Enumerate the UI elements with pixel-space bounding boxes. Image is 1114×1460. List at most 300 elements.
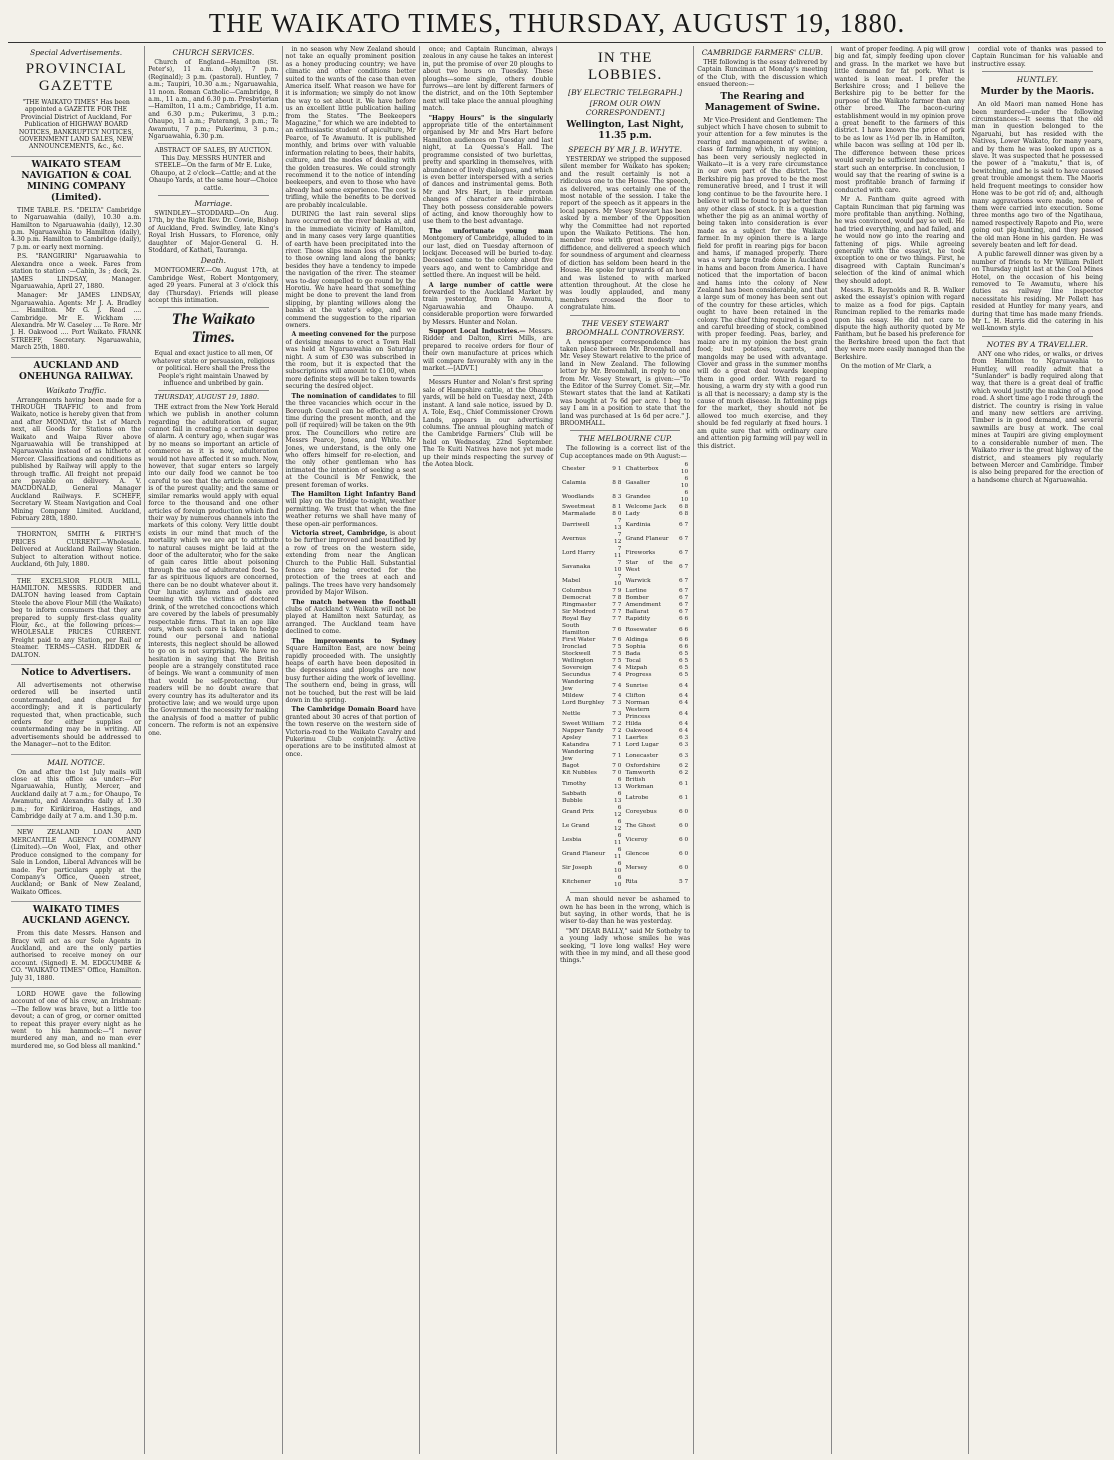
- horse-weight: 6 0: [679, 808, 689, 815]
- town-hall-body: purpose of devising means to erect a Town Hall was held at Ngaruawahia on Saturday night. A sum of £30 was subscribed in the room, but it is expected that the subscriptions will amount to £100, when more definite steps will be taken towards securing the desired object.: [285, 331, 416, 391]
- horse-name: Apsley: [562, 735, 582, 742]
- cup-row: [560, 511, 690, 518]
- horse-name: Savanaka: [562, 563, 591, 570]
- horse-weight: 7 8: [612, 595, 622, 602]
- horse-name: Sir Modred: [562, 609, 596, 616]
- cup-row: [560, 462, 690, 476]
- notice-heading: Notice to Advertisers.: [21, 667, 131, 678]
- horse-weight: 7 2: [612, 728, 622, 735]
- gazette-body: "THE WAIKATO TIMES" Has been appointed a GAZETTE FOR THE Provincial District of Auckland, For Publication of HIGHWAY BOARD NOTICES, BANKRUPTCY NOTICES, GOVERNMENT LAND SALES, NEW ANNOUNCEMENTS, &c., &c.: [18, 99, 134, 151]
- horse-weight: 6 1: [679, 794, 689, 801]
- domain-body: have granted about 30 acres of that portion of the town reserve on the western side of Victoria-road to the Waikato Cavalry and Pukerimu Club conjointly. Active operations are to be instituted almost at once.: [285, 706, 416, 758]
- horse-weight: 7 0: [612, 770, 622, 777]
- cup-row: [560, 588, 690, 595]
- horse-name: Ironclad: [562, 644, 587, 651]
- horse-weight: 6 6: [679, 626, 689, 633]
- horse-weight: 8 0: [612, 511, 622, 518]
- horse-name: Warwick: [625, 577, 651, 584]
- thornton-ad: [11, 531, 141, 574]
- support-body: Messrs. Ridder and Dalton, Kirri Mills, are prepared to receive orders for flour of their own manufacture at prices which will compare favourably with any in the market.—[ADVT.]: [422, 328, 554, 373]
- horse-name: Mildew: [562, 693, 584, 700]
- horse-weight: 6 11: [614, 833, 622, 847]
- horse-name: Woodlands: [562, 493, 594, 500]
- horse-weight: 7 7: [612, 616, 622, 623]
- horse-weight: 7 5: [612, 644, 622, 651]
- horse-name: Sweet William: [562, 721, 605, 728]
- vesey-heading: THE VESEY STEWART BROOMHALL CONTROVERSY.: [565, 318, 685, 337]
- cup-row: [560, 770, 690, 777]
- horse-weight: 6 7: [679, 609, 689, 616]
- horse-weight: 6 8: [679, 504, 689, 511]
- farewell-dinner: A public farewell dinner was given by a number of friends to Mr William Pollett on Thursday night last at the Coal Mines Hotel, on the occasion of his being removed to Te Awamutu, where his duties as railway line inspector necessitate his residing. Mr Pollett has resided at Huntley for many years, and during that time has made many friends. Mr L. H. Harris did the catering in his well-known style.: [971, 251, 1103, 333]
- horse-name: Laertes: [625, 735, 648, 742]
- horse-name: Darriwell: [562, 521, 590, 528]
- domain-paragraph: [286, 706, 416, 758]
- horse-name: Amendment: [625, 602, 661, 609]
- happy-hours-body: appropriate title of the entertainment organised by Mr and Mrs Hart before Hamilton audiences on Tuesday and last night, at La Quessa's Hall. The programme consisted of two burlettas, pretty and sparkling in themselves, with abundance of lively dialogues, and which is even better interspersed with a series of dances and instrumental gems. Both Mr and Mrs Hart, in their protean changes of character are admirable. They both possess considerable powers of acting, and know thoroughly how to use them to the best advantage.: [422, 122, 553, 226]
- column-1: [8, 46, 145, 1454]
- horse-name: Bada: [625, 651, 641, 658]
- horse-weight: 6 13: [614, 791, 622, 805]
- column-7: [832, 46, 969, 1454]
- cup-row: [560, 791, 690, 805]
- horse-name: Stockwell: [562, 651, 591, 658]
- horse-weight: 6 11: [614, 847, 622, 861]
- horse-name: Sunrise: [625, 682, 648, 689]
- horse-weight: 6 0: [679, 836, 689, 843]
- lobbies-heading: IN THE LOBBIES.: [587, 50, 663, 83]
- horse-weight: 7 4: [612, 672, 622, 679]
- horse-name: Coreyebus: [625, 808, 657, 815]
- cup-row: [560, 560, 690, 574]
- horse-weight: 6 4: [679, 728, 689, 735]
- victoria-street-paragraph: [286, 530, 416, 597]
- masthead-title: THE WAIKATO TIMES, THURSDAY, AUGUST 19, 1880.: [208, 8, 906, 38]
- marriage-heading: Marriage.: [194, 198, 233, 208]
- time-table: TIME TABLE. P.S. "DELTA" Cambridge to Ngaruawahia (daily), 10.30 a.m. Hamilton to Ngaruawahia (daily), 12.30 p.m. Ngaruawahia to Hamilton (daily), 4.30 p.m. Hamilton to Cambridge (daily), 7 p.m. or early next morning.: [11, 206, 142, 251]
- cup-row: [560, 637, 690, 644]
- horse-weight: 6 6: [679, 644, 689, 651]
- horse-name: Columbus: [562, 588, 592, 595]
- horse-name: Wellington: [562, 658, 594, 665]
- horse-weight: 7 1: [612, 742, 622, 749]
- closing-line: On the motion of Mr Clark, a: [840, 363, 932, 371]
- horse-name: Democrat: [562, 595, 591, 602]
- horse-weight: 7 1: [612, 752, 622, 759]
- horse-weight: 6 2: [679, 770, 689, 777]
- abstract-of-sales: ABSTRACT OF SALES, BY AUCTION. This Day. MESSRS HUNTER and STEELE—On the farm of Mr E. Luke, Ohaupo, at 2 o'clock—Cattle; and at the Ohaupo Yards, at the same hour—Choice cattle.: [149, 147, 278, 192]
- cup-row: [560, 847, 690, 861]
- separator: [570, 892, 680, 893]
- agency-heading: WAIKATO TIMES AUCKLAND AGENCY.: [22, 905, 130, 927]
- cup-row: [560, 532, 690, 546]
- horse-name: Tamworth: [625, 770, 656, 777]
- separator: [982, 71, 1093, 72]
- mail-body: On and after the 1st July mails will close at this office as under:—For Ngaruawahia, Huntly, Mercer, and Auckland daily at 7 a.m.; for Ohaupo, Te Awamutu, and Alexandra daily at 1.30 p.m.; for Kirikiriroa, Hastings, and Cambridge daily at 7 a.m. and 1.30 p.m.: [11, 768, 142, 821]
- horse-name: Viceroy: [625, 836, 648, 843]
- cup-row: [560, 721, 690, 728]
- lobbies-dateline: Wellington, Last Night, 11.35 p.m.: [566, 120, 684, 141]
- horse-name: Avernus: [562, 535, 586, 542]
- death-heading: Death.: [200, 256, 226, 266]
- cup-row: [560, 833, 690, 847]
- horse-weight: 6 0: [679, 850, 689, 857]
- horse-name: Calamia: [562, 479, 587, 486]
- band-body: will play on the Bridge to-night, weather permitting. We trust that when the fine weather returns we shall have many of these open-air performances.: [285, 498, 416, 528]
- horse-name: Grandee: [625, 493, 651, 500]
- horse-weight: 6 10: [680, 462, 689, 476]
- horse-name: Sweetmeat: [562, 504, 595, 511]
- horse-weight: 6 3: [679, 752, 689, 759]
- horse-name: Wandering Jew: [562, 749, 594, 763]
- cup-row: [560, 819, 690, 833]
- horse-name: Timothy: [562, 780, 587, 787]
- cup-row: [560, 777, 690, 791]
- horse-weight: 6 0: [679, 864, 689, 871]
- horse-name: Fireworks: [625, 549, 656, 556]
- improvements-heading: The improvements to Sydney: [291, 637, 416, 645]
- horse-name: Glencoe: [625, 850, 650, 857]
- separator: [570, 315, 680, 316]
- horse-weight: 7 3: [612, 700, 622, 707]
- horse-weight: 6 2: [679, 763, 689, 770]
- footer-note-2: "MY DEAR BALLY," said Mr Sotheby to a young lady whose smiles he was seeking, "I love long walks! Hey were with thee in my mind, and all these good things.": [560, 927, 691, 965]
- horse-weight: 6 13: [614, 777, 622, 791]
- horse-weight: 7 4: [612, 693, 622, 700]
- horse-name: Sabbath Bubble: [562, 791, 587, 805]
- horse-weight: 6 8: [679, 511, 689, 518]
- town-hall-heading: A meeting convened for the: [291, 331, 389, 339]
- correspondent-subheading: [FROM OUR OWN CORRESPONDENT.]: [585, 99, 665, 117]
- paper-title: The Waikato Times.: [171, 311, 256, 347]
- horse-weight: 7 4: [612, 665, 622, 672]
- horse-weight: 8 1: [612, 504, 622, 511]
- special-ads-heading: Special Advertisements.: [30, 48, 123, 57]
- separator: [158, 143, 268, 144]
- horse-weight: 5 7: [679, 878, 689, 885]
- horse-weight: 6 4: [679, 700, 689, 707]
- railway-subheading: Waikato Traffic.: [46, 385, 107, 395]
- unfortunate-heading: The unfortunate young man: [428, 227, 553, 235]
- horse-name: Norman: [625, 700, 650, 707]
- horse-weight: 7 6: [612, 637, 622, 644]
- separator: [158, 195, 268, 196]
- horse-name: Hilda: [625, 721, 642, 728]
- horse-name: Chatterbox: [625, 465, 659, 472]
- horse-name: British Workman: [625, 777, 654, 791]
- horse-weight: 7 2: [612, 721, 622, 728]
- horse-weight: 6 10: [614, 861, 622, 875]
- horse-name: Rapidity: [625, 616, 651, 623]
- horse-name: Oakwood: [625, 728, 653, 735]
- cup-row: [560, 861, 690, 875]
- horse-name: South Hamilton: [562, 623, 590, 637]
- agency-ad: [11, 905, 141, 988]
- cup-row: [560, 707, 690, 721]
- agency-body: From this date Messrs. Hanson and Bracy will act as our Sole Agents in Auckland, and are the only parties authorised to receive money on our account. (Signed) E. M. EDGCUMBE & CO. "WAIKATO TIMES" Office, Hamilton. July 31, 1880.: [11, 930, 142, 982]
- horse-name: Lord Burghley: [562, 700, 605, 707]
- notice-ad: [11, 668, 141, 755]
- horse-weight: 8 8: [612, 479, 622, 486]
- horse-weight: 6 3: [679, 735, 689, 742]
- lord-howe-anecdote: LORD HOWE gave the following account of one of his crew, an Irishman:—The fellow was brave, but a little too devout; a can of grog, or corner omitted to repeat this prayer every night as he went to his hammock:—"I never murdered any man, and no man ever murdered me, so God bless all mankind.": [11, 990, 142, 1050]
- marriage-body: SWINDLEY—STODDARD—On Aug. 17th, by the Right Rev. Dr. Cowie, Bishop of Auckland, Fred. Swindley, late King's Royal Irish Hussars, to Florence, only daughter of Major-General G. H. Stoddard, of Kathati, Tauranga.: [148, 209, 279, 254]
- football-heading: The match between the football: [291, 598, 416, 606]
- horse-weight: 7 7: [612, 602, 622, 609]
- horse-weight: 6 0: [679, 822, 689, 829]
- editorial-continued: in no season why New Zealand should not take an equally prominent position as a honey producing country; we have climatic and other conditions better suited to the wants of the case than even America itself. What reason we have for it is information; we simply do not know the way to set about it. We have before us an excellent little publication hailing from the States. "The Beekeepers Magazine," for which we are indebted to an enthusiastic student of apiculture, Mr Pearce, of Te Awamutu. It is published monthly, and brims over with valuable information relating to bees, their habits, culture, and the modes of dealing with the golden treasures. We could strongly recommend it to the notice of intending beekeepers, and even to those who have already had some experience. The cost is trifling, while the benefits to be derived are probably incalculable.: [285, 46, 416, 209]
- horse-name: Ballarat: [625, 609, 649, 616]
- horse-weight: 6 4: [679, 693, 689, 700]
- horse-name: Rita: [625, 878, 638, 885]
- horse-name: Royal Bay: [562, 616, 592, 623]
- railway-heading: AUCKLAND AND ONEHUNGA RAILWAY.: [19, 360, 134, 382]
- horse-name: Chester: [562, 465, 586, 472]
- lobbies-body: YESTERDAY we stripped the supposed silent member for Waikato has spoken; and the result certainly is not a ridiculous one to the House. The speech, as delivered, was certainly one of the most notable of the session. I take the report of the speech as it appears in the local papers. Mr Vesey Stewart has been asked by a member of the Opposition why the Committee had not reported upon the Waikato Petitions. The hon. member rose with great modesty and diffidence, and delivered a speech which for soundness of argument and clearness of diction has seldom been heard in the House. He spoke for upwards of an hour and was listened to with marked attention throughout. At the close he was loudly applauded, and many members crossed the floor to congratulate him.: [560, 156, 691, 312]
- horse-name: Oxfordshire: [625, 763, 661, 770]
- horse-name: The Ghost: [625, 822, 656, 829]
- horse-weight: 6 10: [680, 490, 689, 504]
- horse-name: Rosewater: [625, 626, 657, 633]
- masthead: [0, 0, 1114, 44]
- horse-weight: 6 10: [614, 875, 622, 889]
- horse-name: Lurline: [625, 588, 647, 595]
- cup-row: [560, 749, 690, 763]
- horse-weight: 6 5: [679, 665, 689, 672]
- horse-weight: 7 7: [612, 609, 622, 616]
- horse-name: Star of the West: [625, 560, 673, 574]
- horse-name: Latrobe: [625, 794, 649, 801]
- traveller-body: ANY one who rides, or walks, or drives from Hamilton to Ngaruawahia to Huntley, will readily admit that a "Sunlander" is badly required along that way, that there is a great deal of traffic which would justify the making of a good road. A short time ago I rode through the district. The country is rising in value and many new settlers are arriving. Timber is in good demand, and several sawmills are busy at work. The coal mines at Taupiri are giving employment to a considerable number of men. The Waikato river is the great highway of the district, and steamers ply regularly between Mercer and Cambridge. Timber is also being prepared for the erection of a handsome church at Ngaruawahia.: [971, 350, 1103, 484]
- cup-row: [560, 763, 690, 770]
- cup-row: [560, 728, 690, 735]
- cup-row: [560, 875, 690, 889]
- agents-list: Manager: Mr JAMES LINDSAY, Ngaruawahia. Agents: Mr J. A. Bradley .... Hamilton. Mr G. J. Read .... Cambridge. Mr E. Wickham .... Alexandra. Mr W. Caseley .... Te Rore. Mr J. H. Oakwood .... Port Waikato. FRANK STREEFF, Secretary. Ngaruawahia, March 25th, 1880.: [11, 292, 142, 352]
- horse-name: Lord Lugar: [625, 742, 659, 749]
- horse-weight: 6 7: [679, 563, 689, 570]
- horse-weight: 7 6: [612, 626, 622, 633]
- horse-weight: 6 6: [679, 616, 689, 623]
- excelsior-ad: [11, 578, 141, 665]
- essay-continued: want of proper feeding. A pig will grow big and fat, simply feeding upon clover and grass. In the market we have but little demand for fat pork. What is wanted is lean meat. I prefer the Berkshire cross; and I believe the Berkshire pig to be better for the purpose of the Waikato farmer than any other breed. The bacon-curing establishment would in my opinion prove a great benefit to the farmers of this district. I have known the price of pork to be as low as 1½d per lb. in Hamilton, while bacon was selling at 10d per lb. The difference between these prices would surely be sufficient inducement to start such an enterprise. In conclusion, I would say that the rearing of swine is a most profitable branch of farming if conducted with care.: [834, 46, 965, 194]
- horse-name: Mabel: [562, 577, 581, 584]
- cup-row: [560, 644, 690, 651]
- column-6: [694, 46, 831, 1454]
- horse-name: Grand Flaneur: [562, 850, 606, 857]
- horse-weight: 6 4: [679, 710, 689, 717]
- horse-name: Sovereign: [562, 665, 592, 672]
- telegraph-subheading: [BY ELECTRIC TELEGRAPH.]: [568, 88, 683, 97]
- column-5: [557, 46, 694, 1454]
- horse-name: Bagot: [562, 763, 580, 770]
- column-8: [969, 46, 1106, 1454]
- issue-date: THURSDAY, AUGUST 19, 1880.: [154, 393, 260, 402]
- essay-body: Mr Vice-President and Gentlemen: The subject which I have chosen to submit to your attention for a few minutes is the rearing and management of swine; a class of farming which, in my opinion, has been very seriously neglected in Waikato—it is a very rare circumstance in our own part of the district. The Berkshire pig has proved to be the most remunerative breed, and I trust it will long continue to be the favourite here. I believe it will be found to pay better than any other class of stock. It is a question whether the pig as an animal worthy of being taken into consideration is ever made as a subject for the Waikato farmer. In my opinion there is a large field for profit in rearing pigs for bacon and hams, if managed properly. There was a very large trade done in Auckland in hams and bacon from America. I have noticed that the importation of bacon and hams into the colony of New Zealand has been considerable, and that a large sum of money has been sent out of the country for these articles, which ought to have been retained in the colony. The chief thing required is a good and careful breeding of stock, combined with proper feeding. Peas, barley, and maize are in my opinion the best grain food; but potatoes, carrots, and mangolds may be used with advantage. Clover and grass in the summer months will do a great deal towards keeping them in good order. With regard to housing, a warm dry sty with a good run is all that is necessary; a damp sty is the cause of much disease. In fattening pigs for the market, they should not be allowed too much exercise, and they should be fed regularly at fixed hours. I am quite sure that with ordinary care and attention pig farming will pay well in this district.: [697, 116, 828, 450]
- separator: [158, 307, 268, 308]
- unfortunate-body: Montgomery of Cambridge, alluded to in our last, died on Tuesday afternoon of lockjaw. Deceased will be buried to-day. Deceased came to the colony about five years ago, and went to Cambridge and settled there. An inquest will be held.: [422, 235, 553, 280]
- horse-weight: 6 7: [679, 602, 689, 609]
- cup-row: [560, 651, 690, 658]
- horse-weight: 6 5: [679, 651, 689, 658]
- improvements-paragraph: [286, 638, 416, 705]
- nomination-heading: The nomination of candidates: [291, 392, 397, 400]
- horse-name: First Water: [562, 637, 596, 644]
- horse-weight: 6 4: [679, 721, 689, 728]
- ploughing-paragraph: once; and Captain Runciman, always zealous in any cause he takes an interest in, put the promise of over 20 ploughs to about two hours on Tuesday. These ploughs—some single, others double furrows—are lent by different farmers of the district, and on the 10th September next will take place the annual ploughing match.: [422, 46, 553, 113]
- horse-name: Clifton: [625, 693, 646, 700]
- football-body: clubs of Auckland v. Waikato will not be played at Hamilton next Saturday, as arranged. The Auckland team have declined to come.: [285, 606, 416, 636]
- unfortunate-paragraph: [423, 228, 553, 280]
- horse-name: Sophia: [625, 644, 646, 651]
- horse-weight: 7 0: [612, 763, 622, 770]
- horse-name: Mizpah: [625, 665, 648, 672]
- horse-weight: 6 10: [680, 476, 689, 490]
- horse-weight: 6 5: [679, 672, 689, 679]
- death-body: MONTGOMERY.—On August 17th, at Cambridge West, Robert Montgomery, aged 29 years. Funeral at 3 o'clock this day (Thursday). Friends will please accept this intimation.: [148, 267, 279, 304]
- cup-row: [560, 679, 690, 693]
- cattle-body: forwarded to the Auckland Market by train yesterday, from Te Awamutu, Ngaruawahia and Ohaupo. A considerable proportion were forwarded by Messrs. Hunter and Nolan.: [422, 289, 553, 326]
- steam-heading: WAIKATO STEAM NAVIGATION & COAL MINING COMPANY (Limited).: [21, 159, 131, 203]
- masthead-rule: [8, 42, 1106, 43]
- excelsior-body: THE EXCELSIOR FLOUR MILL, HAMILTON. MESSRS. RIDDER and DALTON having leased from Captain Steele the above Flour Mill (the Waikato) beg to inform consumers that they are prepared to supply first-class quality Flour, &c., at the following prices:— WHOLESALE PRICES CURRENT. Freight paid to any Station, per Rail or Steamer. TERMS—CASH. RIDDER & DALTON.: [11, 577, 142, 659]
- cup-row: [560, 609, 690, 616]
- horse-name: Bomber: [625, 595, 649, 602]
- cup-row: [560, 665, 690, 672]
- horse-name: Secundus: [562, 672, 591, 679]
- column-3: [283, 46, 420, 1454]
- murder-heading: Murder by the Maoris.: [980, 87, 1095, 98]
- nomination-paragraph: [286, 393, 416, 489]
- horse-weight: 6 1: [679, 780, 689, 787]
- horse-name: Lady: [625, 511, 640, 518]
- editorial-body: THE extract from the New York Herald which we publish in another column regarding the adulteration of sugar, cannot fail in creating a certain degree of alarm. A century ago, when sugar was by no means so important an article of commerce as it is now, adulteration would not have affected it so much. Now, however, that sugar enters so largely into our daily food we cannot be too careful to see that the article consumed is of the purest quality; and the same or similar remarks would apply with equal force to the thousand and one other articles of foreign production which find their way by numerous channels into the markets of this colony. Very little doubt exists in our mind that much of the mortality which we are apt to attribute to natural causes might be laid at the door of the adulterator, who for the sake of gain cares little about poisoning through the use of adulterated food. So far as spirituous liquors are concerned, there can be no doubt whatever about it. Our lunatic asylums and gaols are teeming with the victims of doctored drink, of the wretched concoctions which are covered by the labels of presumably respectable firms. That in an age like ours, when such care is taken to hedge round our personal and national interests, this neglect should be allowed to go on is not surprising. We have no hesitation in saying that the British people are a strangely constituted race of beings. We want a community of men that would be self-protecting. Our readers will be no doubt aware that every country has its adulterator and its protective law; and we would urge upon the Government the necessity for making the analysis of food a matter of public concern. The reform is not an expensive one.: [148, 403, 279, 737]
- church-services-heading: CHURCH SERVICES.: [172, 48, 255, 57]
- horse-weight: 6 7: [679, 577, 689, 584]
- fantham-reply: Mr A. Fantham quite agreed with Captain Runciman that pig farming was more profitable than anything. Nothing, he was convinced, would pay so well. He had tried everything, and had failed, and he would now go into the rearing and fattening of pigs. While agreeing generally with the essayist, he took exception to one or two things. First, he disagreed with Captain Runciman's selection of the kind of animal which they should adopt.: [834, 196, 965, 285]
- church-services-body: Church of England—Hamilton (St. Peter's), 11 a.m. (holy), 7 p.m. (Reginald); 3 p.m. (pastoral). Huntley, 7 a.m.; Taupiri, 10.30 a.m.; Ngaruawahia, 11 noon. Roman Catholic—Cambridge, 8 a.m., 11 a.m., and 6.30 p.m. Presbyterian—Hamilton, 11 a.m.; Cambridge, 11 a.m. and 6.30 p.m.; Pukerimu, 3 p.m.; Ohaupo, 11 a.m.; Paterangi, 3 p.m.; Te Awamutu, 7 p.m.; Pukerimu, 3 p.m.; Ngaruawahia, 6.30 p.m.: [148, 59, 279, 141]
- cup-row: [560, 805, 690, 819]
- cup-row: [560, 546, 690, 560]
- band-paragraph: [286, 491, 416, 528]
- steam-ad: [11, 160, 141, 358]
- traveller-heading: NOTES BY A TRAVELLER.: [986, 339, 1089, 349]
- horse-name: Aldinga: [625, 637, 648, 644]
- cup-row: [560, 504, 690, 511]
- newspaper-columns: [8, 46, 1106, 1454]
- nz-loan-body: NEW ZEALAND LOAN AND MERCANTILE AGENCY COMPANY (Limited).—On Wool, Flax, and other Produce consigned to the company for Sale in London, Liberal Advances will be made. For particulars apply at the Company's Office, Queen street, Auckland; or Bank of New Zealand, Waikato Offices.: [11, 829, 142, 896]
- gazette-ad: [11, 61, 141, 157]
- horse-weight: 6 4: [679, 682, 689, 689]
- small-notes: Messrs Hunter and Nolan's first spring sale of Hampshire cattle, at the Ohaupo yards, will be held on Tuesday next, 24th instant. A land sale notice, issued by D. A. Tole, Esq., Chief Commissioner Crown Lands, appears in our advertising columns. The annual ploughing match of the Cambridge Farmers' Club will be held on Wednesday, 22nd September. The Te Kuiti Natives have not yet made up their minds respecting the survey of the Aotea block.: [422, 379, 553, 468]
- gazette-title: PROVINCIAL GAZETTE: [25, 61, 127, 94]
- horse-weight: 7 13: [614, 518, 622, 532]
- horse-weight: 7 5: [612, 651, 622, 658]
- horse-weight: 7 11: [614, 546, 622, 560]
- huntly-heading: HUNTLEY.: [1016, 75, 1058, 85]
- footer-note: A man should never be ashamed to own he has been in the wrong, which is but saying, in other words, that he is wiser to-day than he was yesterday.: [560, 896, 691, 926]
- murder-body: An old Maori man named Hone has been murdered—under the following circumstances:—It seems that the old man in question belonged to the Ngaruahi, but has resided with the Natives, Lower Waikato, for many years, and by them he was looked upon as a slave. It was suspected that he possessed the power of a "makutu," that is, of bewitching, and he is said to have caused great trouble amongst them. The Maoris held frequent meetings to consider how Hone was to be got rid of; and, although many aggravations were made, none of them were carried into execution. Some three months ago two of the Ngatihaua, named respectively Rapoto and Pio, were going out pig-hunting, and they passed the old man Hone in his garden. He was severely beaten and left for dead.: [971, 101, 1103, 249]
- horse-name: Marmalade: [562, 511, 596, 518]
- horse-name: Lord Harry: [562, 549, 595, 556]
- cattle-heading: A large number of cattle were: [428, 281, 553, 289]
- cup-row: [560, 658, 690, 665]
- horse-name: Gasalier: [625, 479, 650, 486]
- cup-row: [560, 735, 690, 742]
- horse-name: Napper Tandy: [562, 728, 604, 735]
- farmers-club-intro: THE following is the essay delivered by Captain Runciman at Monday's meeting of the Club, with the discussion which ensued thereon:—: [697, 59, 828, 89]
- horse-name: Grand Prix: [562, 808, 594, 815]
- horse-weight: 7 4: [612, 682, 622, 689]
- horse-name: Sir Joseph: [562, 864, 593, 871]
- cup-row: [560, 693, 690, 700]
- support-heading: Support Local Industries.—: [428, 328, 526, 336]
- horse-weight: 7 10: [614, 574, 622, 588]
- separator: [982, 336, 1093, 337]
- horse-name: Western Princess: [625, 707, 651, 721]
- melbourne-cup-intro: The following is a correct list of the Cup acceptances made on 9th August:—: [560, 445, 691, 460]
- discussion: Messrs. R. Reynolds and R. B. Walker asked the essayist's opinion with regard to maize as a food for pigs. Captain Runciman replied to the remarks made upon his essay. He did not care to dispute the high authority quoted by Mr Fantham, but he based his preference for the Berkshire breed upon the fact that they were more easily managed than the Berkshire.: [834, 287, 965, 361]
- band-heading: The Hamilton Light Infantry Band: [291, 490, 416, 498]
- happy-hours-paragraph: [423, 115, 553, 226]
- horse-name: Grand Flaneur: [625, 535, 669, 542]
- horse-weight: 6 5: [679, 658, 689, 665]
- happy-hours-heading: "Happy Hours" is the singularly: [428, 114, 553, 122]
- horse-weight: 9 1: [612, 465, 622, 472]
- football-paragraph: [286, 599, 416, 636]
- horse-weight: 7 3: [612, 710, 622, 717]
- column-2: [145, 46, 282, 1454]
- horse-weight: 7 9: [612, 588, 622, 595]
- horse-weight: 6 12: [614, 819, 622, 833]
- horse-name: Progress: [625, 672, 652, 679]
- cup-row: [560, 672, 690, 679]
- paper-motto: Equal and exact justice to all men, Of whatever state or persuasion, religious or political. Here shall the Press the People's right maintain Unawed by influence and unbribed by gain.: [151, 350, 275, 387]
- vote-of-thanks: cordial vote of thanks was passed to Captain Runciman for his valuable and instructive essay.: [971, 46, 1103, 68]
- mail-heading: MAIL NOTICE.: [47, 757, 105, 767]
- horse-name: Welcome Jack: [625, 504, 667, 511]
- column-4: [420, 46, 557, 1454]
- horse-weight: 6 7: [679, 535, 689, 542]
- cup-row: [560, 742, 690, 749]
- horse-weight: 7 12: [614, 532, 622, 546]
- rangiriri-notice: P.S. "RANGIRIRI" Ngaruawahia to Alexandra once a week. Fares from station to station :—Cabin, 3s ; deck, 2s. JAMES LINDSAY, Manager. Ngaruawahia, April 27, 1880.: [11, 253, 142, 290]
- horse-weight: 7 5: [612, 658, 622, 665]
- horse-name: Kitchener: [562, 878, 591, 885]
- cattle-paragraph: [423, 282, 553, 326]
- horse-weight: 6 7: [679, 521, 689, 528]
- horse-name: Lesbia: [562, 836, 582, 843]
- horse-name: Kit Nubbles: [562, 770, 597, 777]
- victoria-street-heading: Victoria street, Cambridge,: [291, 530, 388, 537]
- horse-name: Mersey: [625, 864, 648, 871]
- horse-name: Katandra: [562, 742, 590, 749]
- nz-loan-ad: [11, 829, 141, 902]
- horse-weight: 6 7: [679, 588, 689, 595]
- separator: [433, 375, 543, 376]
- cup-row: [560, 518, 690, 532]
- railway-ad: [11, 361, 141, 529]
- cup-row: [560, 623, 690, 637]
- improvements-body: Square Hamilton East, are now being rapidly proceeded with. The unsightly heaps of earth have been deposited in the depressions and ploughs are now busy further aiding the work of levelling. The southern end, being in grass, will not be touched, but the rest will be laid down in the spring.: [285, 645, 416, 704]
- horse-weight: 6 7: [679, 549, 689, 556]
- horse-weight: 6 7: [679, 595, 689, 602]
- thornton-body: THORNTON, SMITH & FIRTH'S PRICES CURRENT.—Wholesale. Delivered at Auckland Railway Station. Subject to alteration without notice. Auckland, 6th July, 1880.: [11, 531, 142, 569]
- horse-name: Nettle: [562, 710, 581, 717]
- vesey-body: A newspaper correspondence has taken place between Mr. Broomhall and Mr. Vesey Stewart relative to the price of land in New Zealand. The following letter by Mr. Broomhall, in reply to one from Mr. Vesey Stewart, is given:—"To the Editor of the Surrey Comet. Sir,—Mr. Stewart states that the land at Katikati was bought at 7s 6d per acre. I beg to say I am in a position to state that the land was purchased at 1s 6d per acre." J. BROOMHALL.: [560, 338, 691, 427]
- melbourne-cup-heading: THE MELBOURNE CUP.: [578, 434, 672, 444]
- speech-heading: SPEECH BY MR J. B. WHYTE.: [568, 145, 682, 154]
- horse-name: Tocal: [625, 658, 641, 665]
